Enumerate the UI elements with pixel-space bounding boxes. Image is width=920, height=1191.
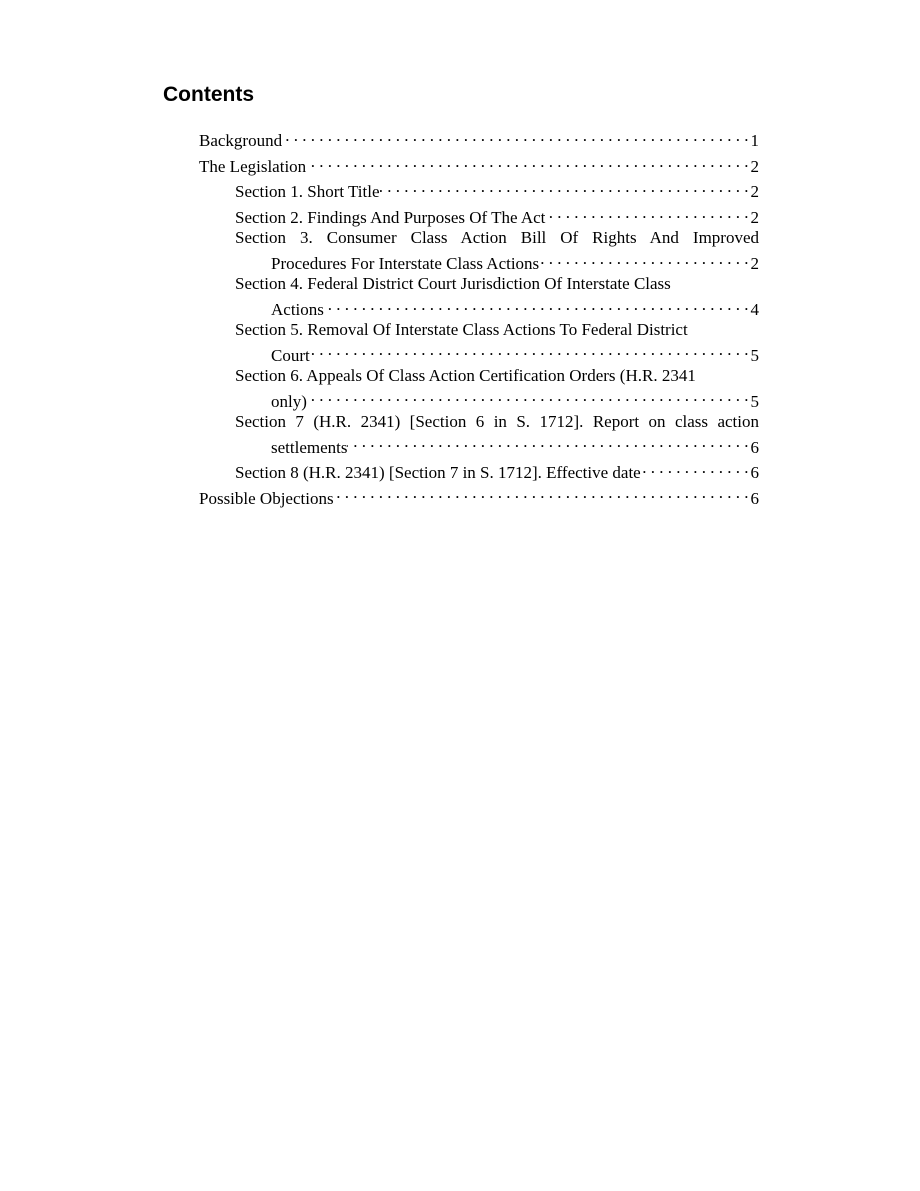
toc-entry-section-7[interactable]	[235, 412, 759, 458]
toc-entry-section-4[interactable]	[235, 274, 759, 320]
toc-entry-section-1[interactable]	[235, 177, 759, 203]
table-of-contents	[199, 126, 759, 509]
dot-leader	[282, 126, 750, 146]
toc-entry-label-line1: Section 5. Removal Of Interstate Class Actions To Federal District	[235, 320, 688, 340]
dot-leader	[545, 203, 750, 223]
dot-leader	[324, 295, 751, 315]
dot-leader	[306, 152, 750, 172]
toc-page-number: 5	[750, 391, 759, 411]
toc-entry-background[interactable]	[199, 126, 759, 152]
toc-entry-label: Section 1. Short Title	[235, 182, 380, 202]
toc-entry-label-line1: Section 6. Appeals Of Class Action Certification Orders (H.R. 2341	[235, 366, 696, 386]
toc-entry-section-3[interactable]	[235, 228, 759, 274]
dot-leader	[380, 177, 751, 197]
toc-entry-label: The Legislation	[199, 156, 307, 176]
toc-entry-label: Section 8 (H.R. 2341) [Section 7 in S. 1712]. Effective date	[235, 463, 641, 483]
toc-entry-section-8[interactable]	[235, 458, 759, 484]
toc-entry-label-line2: Actions	[271, 299, 324, 319]
toc-page-number: 1	[750, 131, 759, 151]
toc-entry-label-line1: Section 3. Consumer Class Action Bill Of Rights And Improved	[235, 228, 759, 248]
toc-page-number: 2	[750, 253, 759, 273]
dot-leader	[310, 340, 751, 360]
toc-page-number: 2	[750, 208, 759, 228]
toc-entry-label-line2: settlements	[271, 437, 348, 457]
toc-entry-section-2[interactable]	[235, 203, 759, 229]
toc-entry-the-legislation[interactable]	[199, 152, 759, 178]
page-title: Contents	[163, 83, 254, 106]
dot-leader	[307, 386, 751, 406]
toc-entry-label-line1: Section 4. Federal District Court Jurisdiction Of Interstate Class	[235, 274, 671, 294]
toc-entry-section-5[interactable]	[235, 320, 759, 366]
toc-page-number: 6	[750, 437, 759, 457]
dot-leader	[347, 432, 750, 452]
toc-page-number: 2	[750, 182, 759, 202]
toc-page-number: 4	[750, 299, 759, 319]
toc-entry-section-6[interactable]	[235, 366, 759, 412]
toc-page-number: 6	[750, 463, 759, 483]
toc-entry-label: Possible Objections	[199, 488, 334, 508]
toc-entry-label: Section 2. Findings And Purposes Of The Act	[235, 208, 546, 228]
toc-entry-label: Background	[199, 131, 283, 151]
dot-leader	[334, 483, 751, 503]
toc-page-number: 6	[750, 488, 759, 508]
toc-entry-label-line2: only)	[271, 391, 307, 411]
dot-leader	[641, 458, 751, 478]
toc-page-number: 2	[750, 156, 759, 176]
toc-page-number: 5	[750, 345, 759, 365]
dot-leader	[539, 249, 750, 269]
toc-entry-label-line2: Court	[271, 345, 310, 365]
toc-entry-label-line1: Section 7 (H.R. 2341) [Section 6 in S. 1712]. Report on class action	[235, 411, 759, 431]
toc-entry-possible-objections[interactable]	[199, 483, 759, 509]
toc-entry-label-line2: Procedures For Interstate Class Actions	[271, 253, 540, 273]
